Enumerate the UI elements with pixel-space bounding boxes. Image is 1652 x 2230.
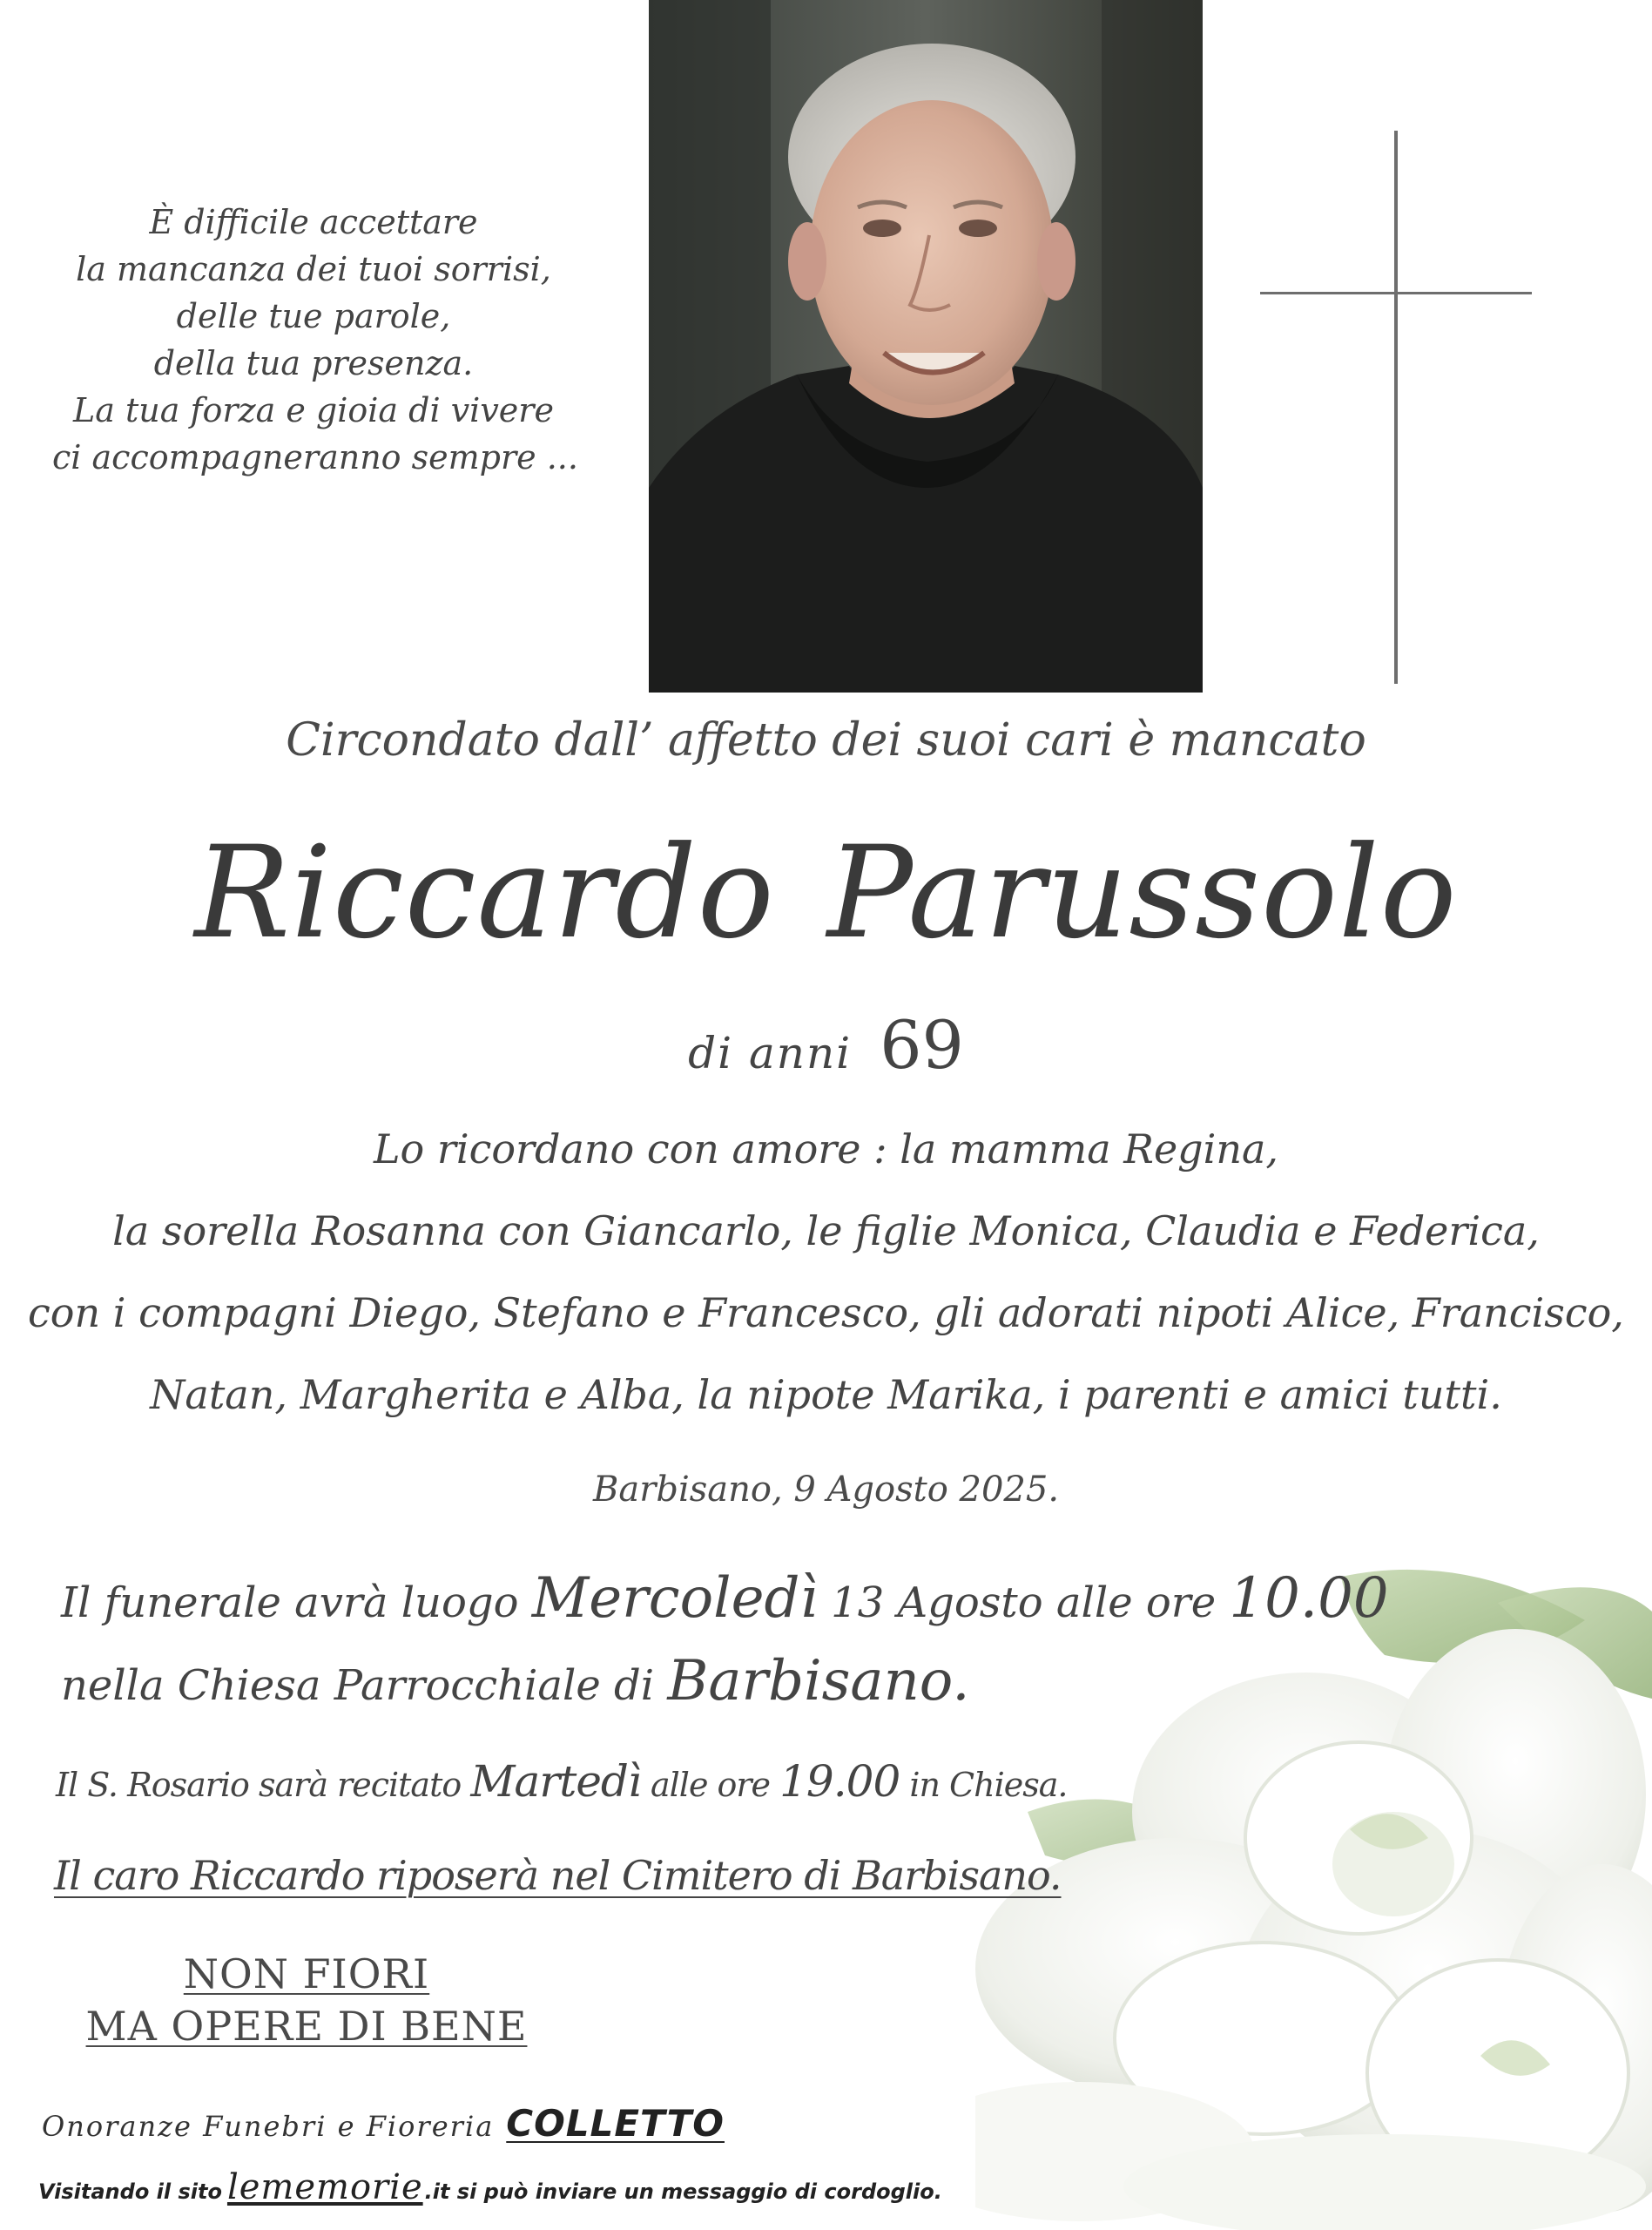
age-value: 69 xyxy=(880,1006,964,1084)
cross-icon xyxy=(1394,131,1398,684)
family-line: con i compagni Diego, Stefano e Francesco, gli adorati nipoti Alice, Francisco, xyxy=(28,1289,1624,1336)
poem-line: della tua presenza. xyxy=(153,344,474,382)
age-line xyxy=(0,1006,1652,1088)
rosary-time: 19.00 xyxy=(779,1756,900,1807)
family-line: la sorella Rosanna con Giancarlo, le figlie Monica, Claudia e Federica, xyxy=(112,1207,1540,1254)
agency-prefix: Onoranze Funebri e Fioreria xyxy=(42,2110,495,2143)
funeral-place: Barbisano. xyxy=(667,1649,970,1713)
portrait-photo xyxy=(649,0,1203,693)
funeral-info xyxy=(61,1559,1389,1725)
funeral-day: Mercoledì xyxy=(531,1566,818,1631)
first-name: Riccardo xyxy=(194,819,775,967)
no-flowers-line: NON FIORI xyxy=(183,1950,430,1997)
portrait-illustration xyxy=(649,0,1203,693)
poem-line: delle tue parole, xyxy=(176,297,451,335)
poem xyxy=(52,199,578,481)
poem-line: È difficile accettare xyxy=(149,203,478,241)
funeral-text: Il funerale avrà luogo xyxy=(61,1578,532,1627)
funeral-line-2 xyxy=(61,1642,1389,1725)
funeral-time: 10.00 xyxy=(1229,1566,1389,1631)
last-name: Parussolo xyxy=(826,819,1458,967)
condolence-site-note xyxy=(38,2166,942,2213)
rosary-day: Martedì xyxy=(470,1756,641,1807)
site-before: Visitando il sito xyxy=(38,2179,222,2204)
poem-line: ci accompagneranno sempre ... xyxy=(52,438,578,476)
rosary-text: in Chiesa. xyxy=(900,1766,1068,1804)
rosary-info xyxy=(56,1751,1067,1815)
agency-brand: COLLETTO xyxy=(506,2102,725,2145)
site-after: .it si può inviare un messaggio di cordoglio. xyxy=(424,2179,942,2204)
rosary-text: Il S. Rosario sarà recitato xyxy=(56,1766,471,1804)
funeral-line-1 xyxy=(61,1559,1389,1642)
poem-line: la mancanza dei tuoi sorrisi, xyxy=(76,250,551,288)
family-line: Natan, Margherita e Alba, la nipote Marika, i parenti e amici tutti. xyxy=(150,1371,1502,1418)
age-label: di anni xyxy=(688,1028,853,1078)
family-line: Lo ricordano con amore : la mamma Regina, xyxy=(374,1125,1278,1172)
funeral-agency xyxy=(42,2098,725,2152)
rosary-text: alle ore xyxy=(640,1766,780,1804)
funeral-text: 13 Agosto alle ore xyxy=(817,1578,1230,1627)
intro-text: Circondato dall’ affetto dei suoi cari è mancato xyxy=(286,714,1366,767)
burial-info: Il caro Riccardo riposerà nel Cimitero di Barbisano. xyxy=(54,1852,1062,1899)
no-flowers-note xyxy=(54,1948,559,2052)
cross-icon-bar xyxy=(1260,292,1532,294)
family-list xyxy=(0,1108,1652,1436)
announcement-date: Barbisano, 9 Agosto 2025. xyxy=(592,1470,1060,1510)
no-flowers-line: MA OPERE DI BENE xyxy=(85,2003,528,2050)
site-logo[interactable]: lememorie xyxy=(226,2167,423,2207)
deceased-name xyxy=(0,819,1652,967)
funeral-text: nella Chiesa Parrocchiale di xyxy=(61,1661,668,1710)
poem-line: La tua forza e gioia di vivere xyxy=(73,391,554,429)
